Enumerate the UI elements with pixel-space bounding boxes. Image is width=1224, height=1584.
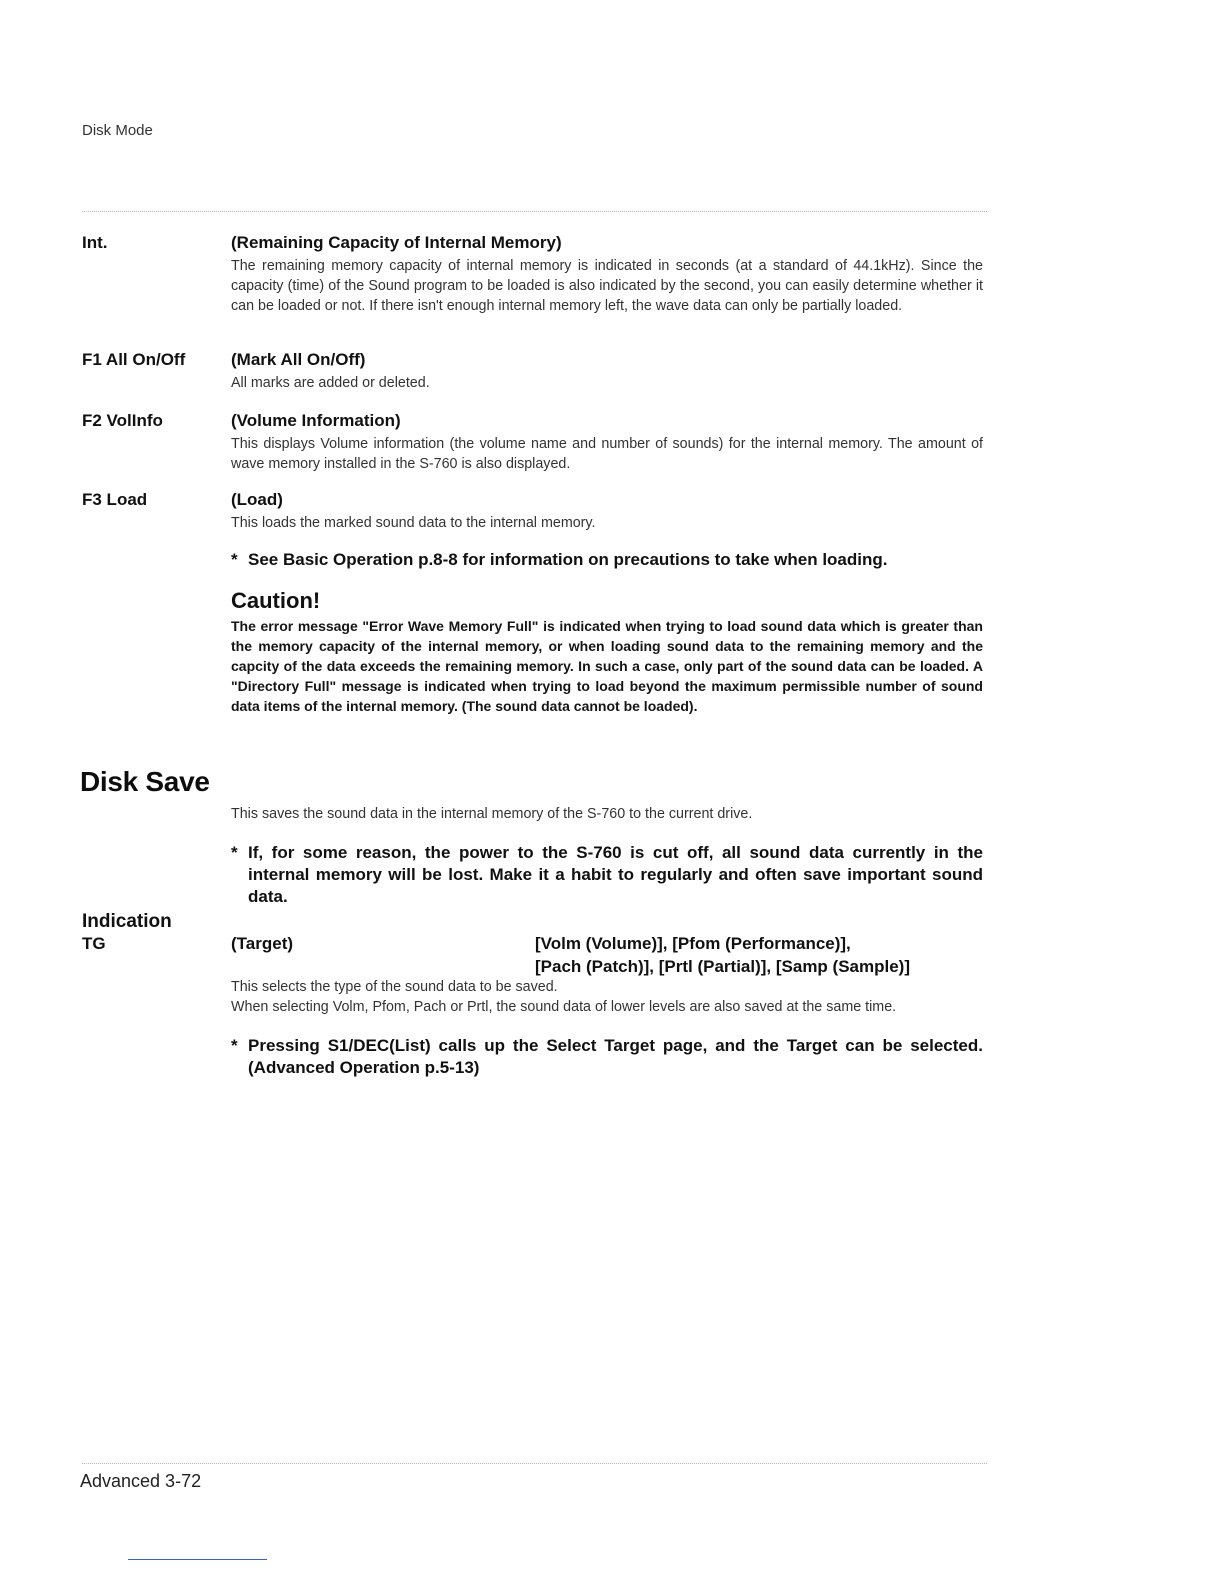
definition-f2 — [231, 411, 983, 474]
tg-text-2: When selecting Volm, Pfom, Pach or Prtl, the sound data of lower levels are also saved at the same time. — [231, 999, 897, 1015]
target-note — [231, 1035, 983, 1079]
bullet-star: * — [231, 1036, 238, 1055]
definition-text: The remaining memory capacity of internal memory is indicated in seconds (at a standard of 44.1kHz). Since the capacity (time) of the Sound program to be loaded is also indicated by the second, you can easily determine whether it can be loaded or not. If there isn't enough internal memory left, the wave data can only be partially loaded. — [231, 258, 983, 314]
section-title-disk-save: Disk Save — [80, 766, 210, 797]
tg-values-line: [Volm (Volume)], [Pfom (Performance)], — [535, 934, 851, 953]
term-int: Int. — [82, 233, 108, 252]
definition-text: This displays Volume information (the volume name and number of sounds) for the internal memory. The amount of wave memory installed in the S-760 is also displayed. — [231, 436, 983, 472]
bullet-star: * — [231, 550, 238, 569]
power-loss-note — [231, 842, 983, 908]
page-number: Advanced 3-72 — [80, 1471, 202, 1491]
tg-values-line: [Pach (Patch)], [Prtl (Partial)], [Samp (Sample)] — [535, 957, 910, 976]
target-note-text: Pressing S1/DEC(List) calls up the Select Target page, and the Target can be selected. (Advanced Operation p.5-13) — [248, 1036, 983, 1077]
definition-title: (Remaining Capacity of Internal Memory) — [231, 233, 562, 252]
definition-int — [231, 233, 983, 316]
top-divider — [82, 211, 987, 212]
indication-heading: Indication — [82, 911, 172, 932]
load-note — [231, 549, 983, 571]
tg-title: (Target) — [231, 934, 294, 953]
tg-values — [535, 932, 910, 978]
caution-text: The error message "Error Wave Memory Full" is indicated when trying to load sound data which is greater than the memory capacity of the internal memory, or when loading sound data to the remaining memory and the capcity of the data exceeds the remaining memory. In such a case, only part of the sound data can be loaded. A "Directory Full" message is indicated when trying to load beyond the maximum permissible number of sound data items of the internal memory. (The sound data cannot be loaded). — [231, 618, 983, 714]
power-loss-note-text: If, for some reason, the power to the S-760 is cut off, all sound data currently in the internal memory will be lost. Make it a habit to regularly and often save important sound data. — [248, 843, 983, 906]
term-f3-load: F3 Load — [82, 490, 148, 509]
bullet-star: * — [231, 843, 238, 862]
term-f2-volinfo: F2 VolInfo — [82, 411, 163, 430]
bottom-divider — [82, 1463, 987, 1464]
definition-f1 — [231, 350, 983, 393]
tg-text-1: This selects the type of the sound data to be saved. — [231, 979, 558, 995]
definition-title: (Load) — [231, 490, 283, 509]
definition-title: (Volume Information) — [231, 411, 401, 430]
definition-text: This loads the marked sound data to the internal memory. — [231, 515, 596, 531]
running-header: Disk Mode — [82, 122, 153, 139]
disk-save-intro: This saves the sound data in the internal memory of the S-760 to the current drive. — [231, 806, 753, 822]
bottom-edge-line — [128, 1559, 267, 1560]
load-note-text: See Basic Operation p.8-8 for information on precautions to take when loading. — [248, 550, 888, 569]
caution-heading: Caution! — [231, 588, 321, 613]
definition-title: (Mark All On/Off) — [231, 350, 366, 369]
term-f1-all-on-off: F1 All On/Off — [82, 350, 186, 369]
definition-f3 — [231, 490, 983, 533]
definition-text: All marks are added or deleted. — [231, 375, 430, 391]
term-tg: TG — [82, 934, 106, 953]
